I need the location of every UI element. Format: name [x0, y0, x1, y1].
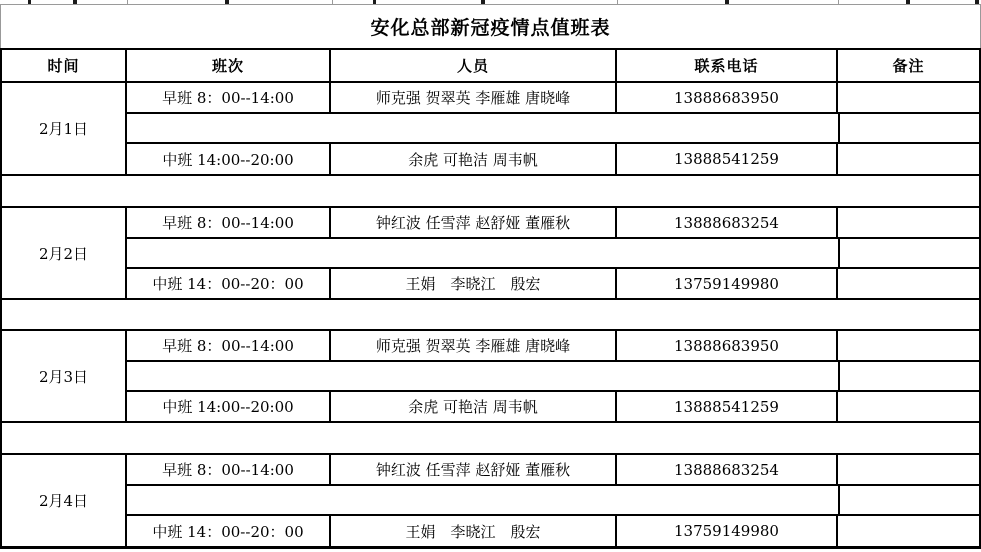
spacer-row [0, 300, 981, 331]
note-cell [838, 269, 979, 298]
note-cell [838, 486, 979, 514]
phone-cell: 13888683254 [617, 208, 838, 237]
staff-cell: 余虎 可艳洁 周韦帆 [331, 392, 617, 421]
date-cell: 2月2日 [2, 208, 127, 298]
staff-cell: 余虎 可艳洁 周韦帆 [331, 144, 617, 174]
text-remnant [225, 0, 229, 4]
phone-cell: 13888541259 [617, 144, 838, 174]
phone-cell: 13888683254 [617, 455, 838, 484]
staff-cell: 师克强 贺翠英 李雁雄 唐晓峰 [331, 83, 617, 112]
phone-cell: 13888541259 [617, 392, 838, 421]
middle-shift-row [127, 516, 979, 546]
note-cell [838, 516, 979, 546]
header-cell-shift: 班次 [127, 50, 331, 81]
phone-cell: 13759149980 [617, 516, 838, 546]
date-cell: 2月3日 [2, 331, 127, 421]
note-cell [838, 392, 979, 421]
morning-shift-row [127, 83, 979, 114]
note-cell [838, 144, 979, 174]
staff-cell: 王娟 李晓江 殷宏 [331, 516, 617, 546]
empty-row [127, 239, 979, 269]
shift-cell: 中班 14:00--20:00 [127, 392, 331, 421]
morning-shift-row [127, 208, 979, 239]
empty-row [127, 362, 979, 392]
gridline-tick [332, 0, 333, 4]
text-remnant [725, 0, 729, 4]
day-rows [127, 83, 979, 174]
spacer-row [0, 176, 981, 208]
note-cell [838, 83, 979, 112]
day-rows [127, 455, 979, 546]
header-cell-staff: 人员 [331, 50, 617, 81]
note-cell [838, 331, 979, 360]
shift-cell: 中班 14：00--20：00 [127, 516, 331, 546]
middle-shift-row [127, 269, 979, 298]
shift-cell: 早班 8：00--14:00 [127, 455, 331, 484]
page-title: 安化总部新冠疫情点值班表 [370, 17, 611, 39]
header-cell-phone: 联系电话 [617, 50, 838, 81]
gridline-tick [838, 0, 839, 4]
gridline-tick [617, 0, 618, 4]
day-rows [127, 331, 979, 421]
phone-cell: 13888683950 [617, 331, 838, 360]
shift-cell: 中班 14:00--20:00 [127, 144, 331, 174]
shift-cell: 早班 8：00--14:00 [127, 331, 331, 360]
note-cell [838, 114, 979, 142]
day-block-feb4 [0, 455, 981, 549]
text-remnant [73, 0, 77, 4]
shift-cell: 早班 8：00--14:00 [127, 208, 331, 237]
shift-cell: 早班 8：00--14:00 [127, 83, 331, 112]
phone-cell: 13888683950 [617, 83, 838, 112]
empty-row [127, 114, 979, 144]
date-cell: 2月4日 [2, 455, 127, 546]
empty-merged-cell [127, 486, 838, 514]
staff-cell: 王娟 李晓江 殷宏 [331, 269, 617, 298]
middle-shift-row [127, 392, 979, 421]
header-cell-time: 时间 [2, 50, 127, 81]
spacer-row [0, 423, 981, 455]
gridline-tick [127, 0, 128, 4]
cutoff-row-strip [0, 0, 981, 5]
staff-cell: 钟红波 任雪萍 赵舒娅 董雁秋 [331, 455, 617, 484]
text-remnant [481, 0, 485, 4]
note-cell [838, 455, 979, 484]
table-header-row [0, 48, 981, 83]
empty-merged-cell [127, 239, 838, 267]
note-cell [838, 239, 979, 267]
text-remnant [373, 0, 376, 4]
text-remnant [975, 0, 979, 4]
staff-cell: 钟红波 任雪萍 赵舒娅 董雁秋 [331, 208, 617, 237]
middle-shift-row [127, 144, 979, 174]
morning-shift-row [127, 331, 979, 362]
empty-row [127, 486, 979, 516]
morning-shift-row [127, 455, 979, 486]
empty-merged-cell [127, 362, 838, 390]
shift-cell: 中班 14：00--20：00 [127, 269, 331, 298]
staff-cell: 师克强 贺翠英 李雁雄 唐晓峰 [331, 331, 617, 360]
table-title-row [0, 5, 981, 48]
header-cell-note: 备注 [892, 57, 925, 75]
text-remnant [28, 0, 31, 4]
day-rows [127, 208, 979, 298]
note-cell [838, 208, 979, 237]
text-remnant [906, 0, 910, 4]
phone-cell: 13759149980 [617, 269, 838, 298]
day-block-feb3 [0, 331, 981, 423]
date-cell: 2月1日 [2, 83, 127, 174]
day-block-feb2 [0, 208, 981, 300]
empty-merged-cell [127, 114, 838, 142]
day-block-feb1 [0, 83, 981, 176]
note-cell [838, 362, 979, 390]
